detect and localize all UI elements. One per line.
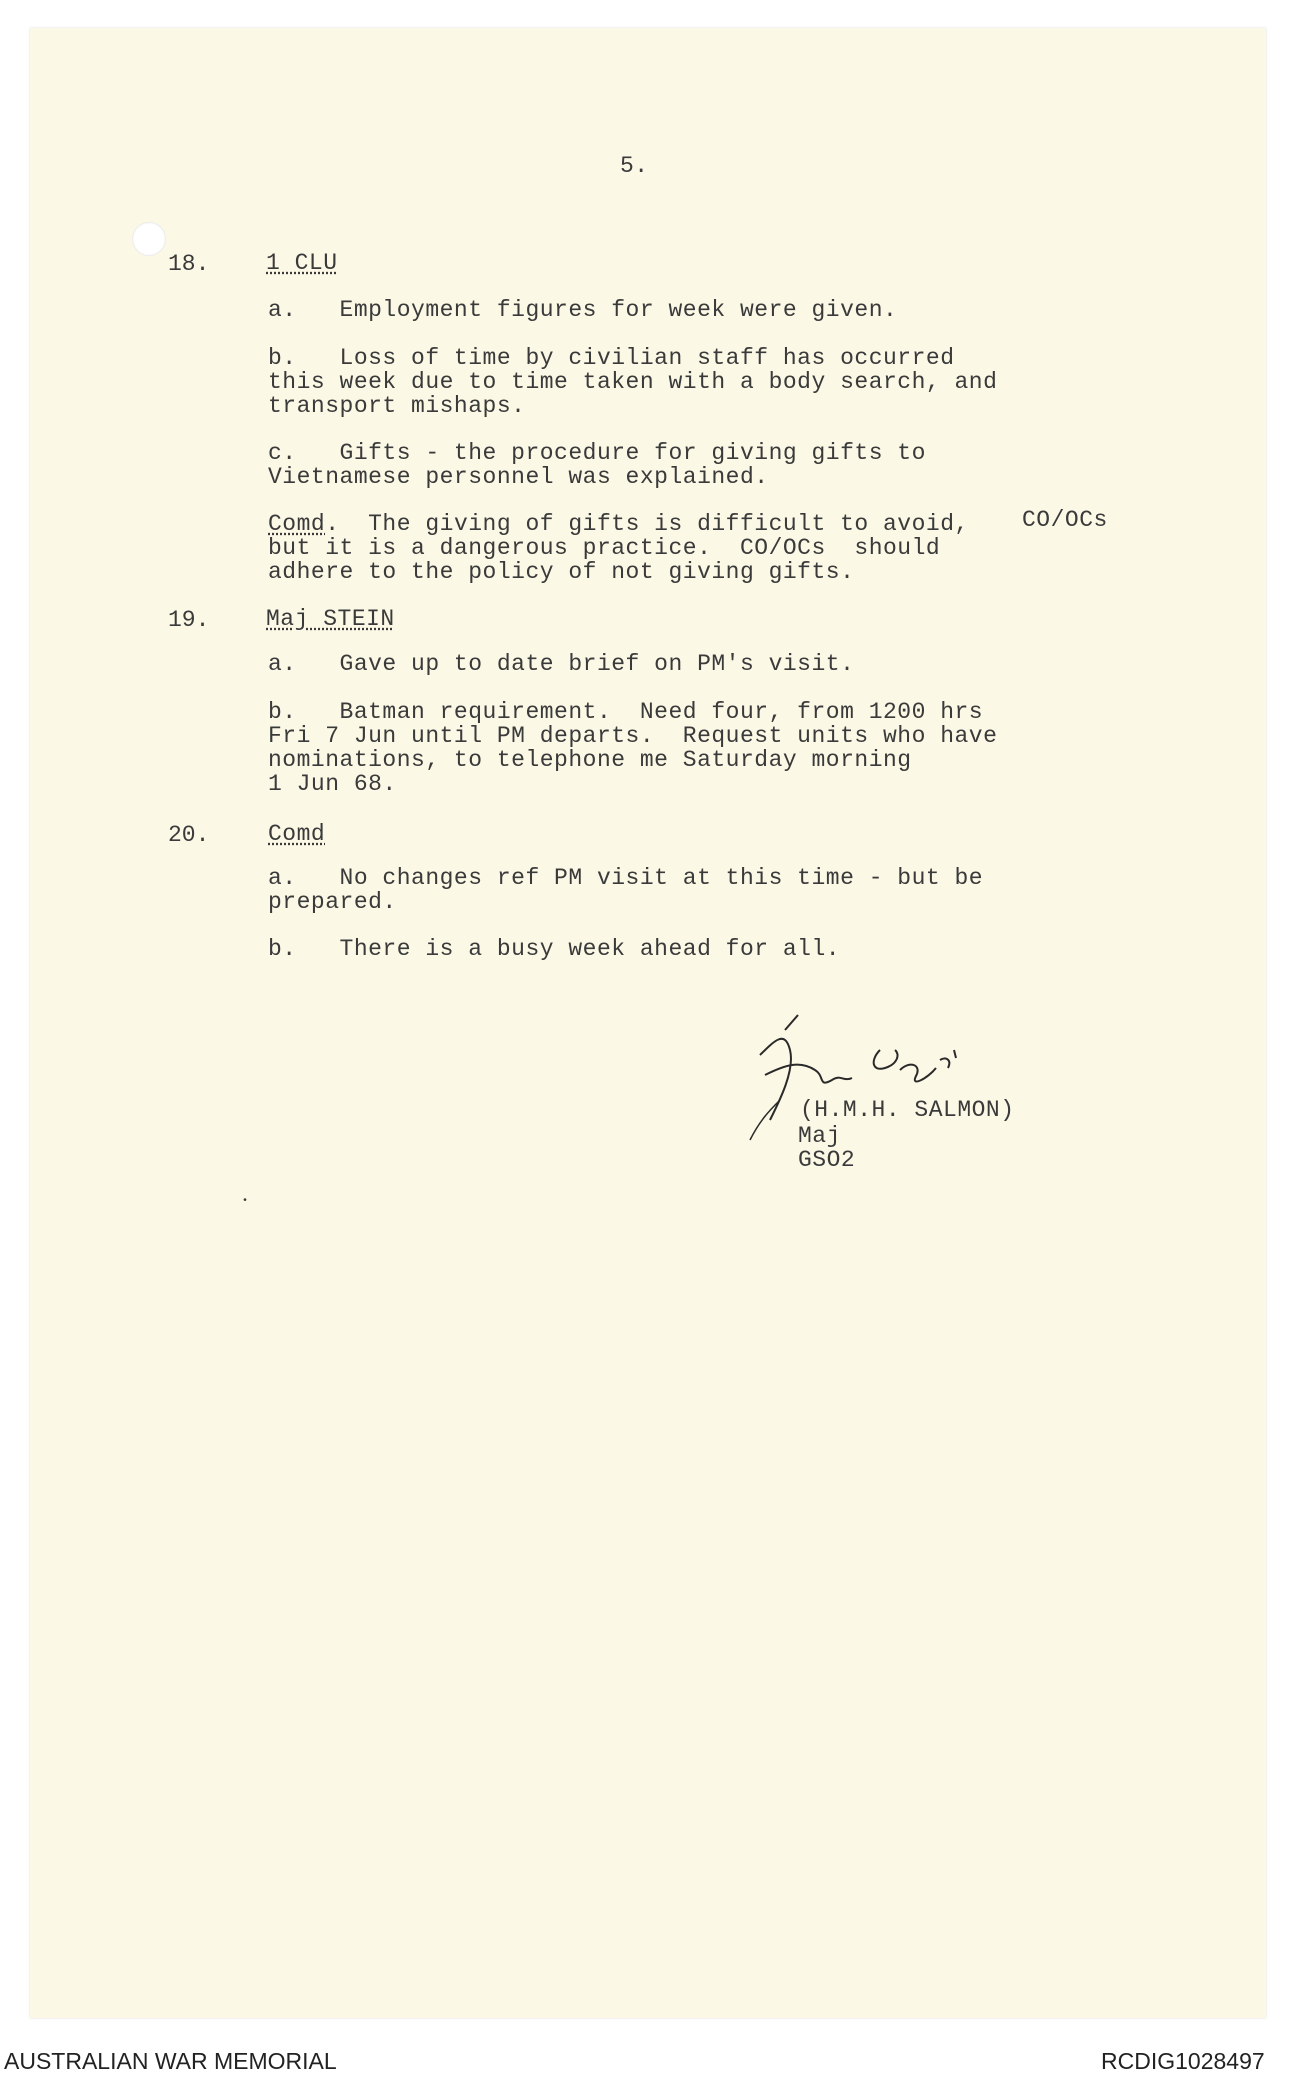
footer-archive-name: AUSTRALIAN WAR MEMORIAL bbox=[4, 2048, 337, 2074]
item-18a: a. Employment figures for week were given. bbox=[268, 297, 898, 323]
signatory-rank: Maj bbox=[798, 1123, 841, 1149]
item-19b-line-1: b. Batman requirement. Need four, from 1200 hrs bbox=[268, 699, 984, 725]
item-18d-line-3: adhere to the policy of not giving gifts. bbox=[268, 559, 855, 585]
section-heading-19: Maj STEIN bbox=[266, 606, 395, 632]
item-19b-line-4: 1 Jun 68. bbox=[268, 771, 397, 797]
section-number-18: 18. bbox=[168, 251, 210, 277]
punch-hole bbox=[132, 222, 166, 256]
page-number: 5. bbox=[620, 153, 649, 179]
item-19b-line-2: Fri 7 Jun until PM departs. Request units who have bbox=[268, 723, 998, 749]
handwritten-signature bbox=[740, 1010, 1020, 1150]
item-19b-line-3: nominations, to telephone me Saturday morning bbox=[268, 747, 912, 773]
item-18c-line-2: Vietnamese personnel was explained. bbox=[268, 464, 769, 490]
signatory-appointment: GSO2 bbox=[798, 1147, 856, 1173]
item-20a-line-2: prepared. bbox=[268, 889, 397, 915]
item-20a-line-1: a. No changes ref PM visit at this time - but be bbox=[268, 865, 984, 891]
action-column: CO/OCs bbox=[1022, 507, 1108, 533]
item-18d-line-1: Comd. The giving of gifts is difficult to avoid, bbox=[268, 511, 969, 537]
item-20b: b. There is a busy week ahead for all. bbox=[268, 936, 841, 962]
comd-lead: Comd bbox=[268, 511, 326, 537]
item-18b-line-3: transport mishaps. bbox=[268, 393, 526, 419]
signatory-name: (H.M.H. SALMON) bbox=[800, 1097, 1015, 1123]
document-page bbox=[30, 28, 1266, 2018]
item-19a: a. Gave up to date brief on PM's visit. bbox=[268, 651, 855, 677]
section-heading-18: 1 CLU bbox=[266, 250, 338, 276]
section-heading-20: Comd bbox=[268, 821, 326, 847]
item-18d-line-2: but it is a dangerous practice. CO/OCs should bbox=[268, 535, 941, 561]
item-18b-line-1: b. Loss of time by civilian staff has occurred bbox=[268, 345, 955, 371]
item-18c-line-1: c. Gifts - the procedure for giving gifts to bbox=[268, 440, 926, 466]
section-number-19: 19. bbox=[168, 607, 210, 633]
item-18b-line-2: this week due to time taken with a body search, and bbox=[268, 369, 998, 395]
footer-record-id: RCDIG1028497 bbox=[1101, 2048, 1265, 2074]
section-number-20: 20. bbox=[168, 822, 210, 848]
ink-dot: • bbox=[242, 1196, 249, 1207]
